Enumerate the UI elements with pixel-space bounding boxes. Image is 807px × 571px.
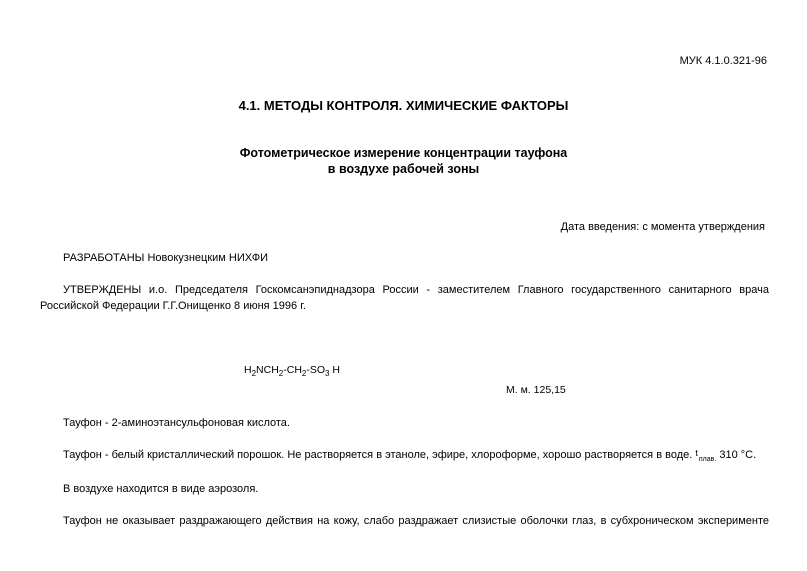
formula-so: -SO (306, 364, 326, 376)
formula-sub-2c: 2 (301, 369, 307, 378)
developed-by: РАЗРАБОТАНЫ Новокузнецким НИХФИ (63, 252, 269, 264)
properties-text: Тауфон - белый кристаллический порошок. Не растворяется в этаноле, эфире, хлороформе, хорошо растворяется в воде. (63, 449, 693, 461)
formula-ch: -CH (283, 364, 302, 376)
paragraph-definition: Тауфон - 2-аминоэтансульфоновая кислота. (63, 417, 290, 429)
formula-nch: NCH (256, 364, 279, 376)
section-title: 4.1. МЕТОДЫ КОНТРОЛЯ. ХИМИЧЕСКИЕ ФАКТОРЫ (238, 98, 569, 113)
molecular-mass: М. м. 125,15 (506, 384, 566, 396)
subtitle-line-2: в воздухе рабочей зоны (327, 162, 480, 176)
formula-sub-2a: 2 (251, 369, 257, 378)
approved-by: УТВЕРЖДЕНЫ и.о. Председателя Госкомсанэпиднадзора России - заместителем Главного государственного санитарного врача Российской Федерации Г.Г.Онищенко 8 июня 1996 г. (40, 284, 769, 312)
paragraph-aerosol: В воздухе находится в виде аэрозоля. (63, 483, 259, 495)
formula-h-end: H (332, 364, 341, 376)
date-of-introduction: Дата введения: с момента утверждения (560, 221, 765, 233)
paragraph-toxicity: Тауфон не оказывает раздражающего действия на кожу, слабо раздражает слизистые оболочки глаз, в субхроническом эксперименте (63, 515, 769, 527)
paragraph-properties (63, 448, 756, 463)
melting-temp-value: 310 °С. (719, 449, 757, 461)
subtitle-line-1: Фотометрическое измерение концентрации тауфона (239, 146, 568, 160)
melting-temp-symbol: t (695, 448, 698, 458)
formula-sub-2b: 2 (278, 369, 284, 378)
melting-temp-subscript: плав. (698, 456, 717, 463)
formula-h: H (244, 364, 252, 376)
document-code: МУК 4.1.0.321-96 (679, 55, 767, 67)
chemical-formula (244, 364, 340, 378)
document-subtitle (0, 145, 807, 177)
formula-sub-3: 3 (325, 369, 330, 378)
